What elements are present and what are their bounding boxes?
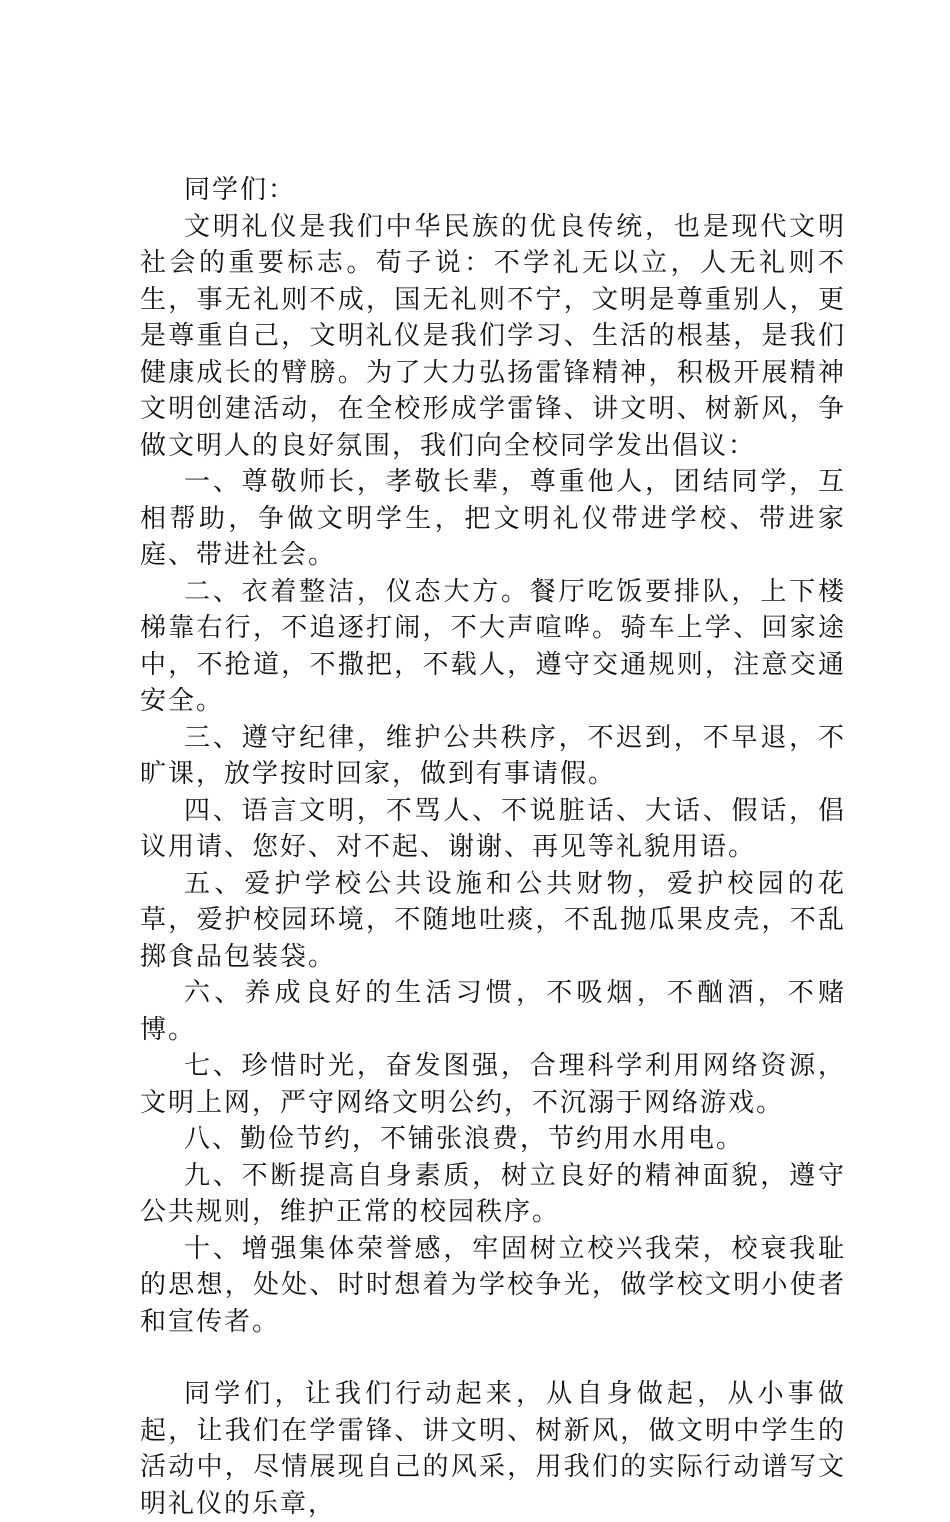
salutation: 同学们： (184, 175, 297, 205)
proposal-item-10: 十、增强集体荣誉感，牢固树立校兴我荣，校衰我耻的思想，处处、时时想着为学校争光，做学校文明小使者和宣传者。 (140, 1233, 846, 1337)
proposal-item-7: 七、珍惜时光，奋发图强，合理科学利用网络资源，文明上网，严守网络文明公约，不沉溺于网络游戏。 (140, 1051, 846, 1118)
document-page (140, 172, 846, 1522)
closing-paragraph: 同学们，让我们行动起来，从自身做起，从小事做起，让我们在学雷锋、讲文明、树新风，做文明中学生的活动中，尽情展现自己的风采，用我们的实际行动谱写文明礼仪的乐章， (140, 1379, 846, 1519)
proposal-item-8: 八、勤俭节约，不铺张浪费，节约用水用电。 (184, 1124, 745, 1154)
proposal-item-2: 二、衣着整洁，仪态大方。餐厅吃饭要排队，上下楼梯靠右行，不追逐打闹，不大声喧哗。骑车上学、回家途中，不抢道，不撒把，不载人，遵守交通规则，注意交通安全。 (140, 576, 846, 716)
proposal-item-4: 四、语言文明，不骂人、不说脏话、大话、假话，倡议用请、您好、对不起、谢谢、再见等礼貌用语。 (140, 795, 846, 862)
intro-paragraph: 文明礼仪是我们中华民族的优良传统，也是现代文明社会的重要标志。荀子说：不学礼无以立，人无礼则不生，事无礼则不成，国无礼则不宁，文明是尊重别人，更是尊重自己，文明礼仪是我们学习、生活的根基，是我们健康成长的臂膀。为了大力弘扬雷锋精神，积极开展精神文明创建活动，在全校形成学雷锋、讲文明、树新风，争做文明人的良好氛围，我们向全校同学发出倡议： (140, 211, 846, 461)
proposal-item-9: 九、不断提高自身素质，树立良好的精神面貌，遵守公共规则，维护正常的校园秩序。 (140, 1160, 846, 1227)
paragraph-spacer (140, 1340, 846, 1376)
proposal-item-1: 一、尊敬师长，孝敬长辈，尊重他人，团结同学，互相帮助，争做文明学生，把文明礼仪带进学校、带进家庭、带进社会。 (140, 467, 846, 570)
proposal-item-6: 六、养成良好的生活习惯，不吸烟，不酗酒，不赌博。 (140, 978, 846, 1045)
proposal-item-3: 三、遵守纪律，维护公共秩序，不迟到，不早退，不旷课，放学按时回家，做到有事请假。 (140, 722, 846, 789)
proposal-item-5: 五、爱护学校公共设施和公共财物，爱护校园的花草，爱护校园环境，不随地吐痰，不乱抛瓜果皮壳，不乱掷食品包装袋。 (140, 868, 846, 972)
